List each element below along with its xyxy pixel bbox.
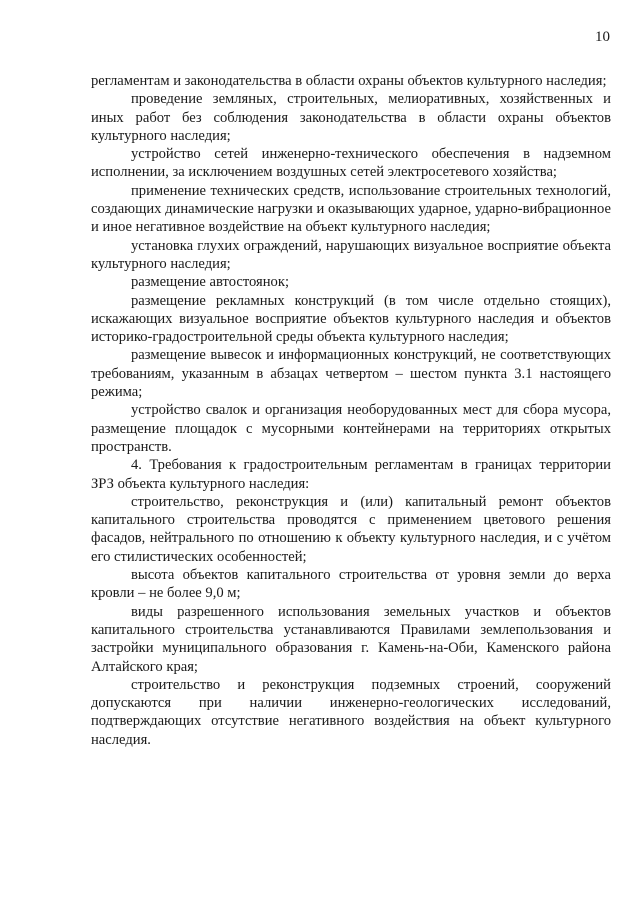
paragraph: применение технических средств, использование строительных технологий, создающих динамические нагрузки и оказывающих ударное, ударно-вибрационное и иное негативное воздействие на объект культурного наследия; (91, 182, 611, 236)
paragraph: устройство свалок и организация необорудованных мест для сбора мусора, размещение площадок с мусорными контейнерами на территориях открытых пространств. (91, 402, 611, 455)
section-heading: 4. Требования к градостроительным регламентам в границах территории ЗРЗ объекта культурного наследия: (91, 457, 611, 492)
paragraph: высота объектов капитального строительства от уровня земли до верха кровли – не более 9,0 м; (91, 567, 611, 602)
paragraph: регламентам и законодательства в области охраны объектов культурного наследия; (91, 73, 607, 89)
paragraph: виды разрешенного использования земельных участков и объектов капитального строительства устанавливаются Правилами землепользования и застройки муниципального образования г. Камень-на-Оби, Каменского района Алтайского края; (91, 603, 611, 675)
paragraph: строительство и реконструкция подземных строений, сооружений допускаются при наличии инженерно-геологических исследований, подтверждающих отсутствие негативного воздействия на объект культурного наследия. (91, 676, 611, 748)
document-body (91, 72, 611, 749)
paragraph: размещение вывесок и информационных конструкций, не соответствующих требованиям, указанным в абзацах четвертом – шестом пункта 3.1 настоящего режима; (91, 347, 611, 401)
paragraph: размещение автостоянок; (131, 274, 290, 291)
paragraph: строительство, реконструкция и (или) капитальный ремонт объектов капитального строительства проводятся с применением цветового решения фасадов, нейтрального по отношению к объекту культурного наследия, и с учётом его стилистических особенностей; (91, 493, 611, 565)
paragraph: проведение земляных, строительных, мелиоративных, хозяйственных и иных работ без соблюдения законодательства в области охраны объектов культурного наследия; (91, 91, 611, 144)
paragraph: установка глухих ограждений, нарушающих визуальное восприятие объекта культурного наследия; (91, 237, 611, 272)
paragraph: размещение рекламных конструкций (в том числе отдельно стоящих), искажающих визуальное восприятие объектов культурного наследия и объектов историко-градостроительной среды объекта культурного наследия; (91, 292, 611, 346)
page-number: 10 (595, 29, 610, 45)
paragraph: устройство сетей инженерно-технического обеспечения в надземном исполнении, за исключением воздушных сетей электросетевого хозяйства; (91, 146, 611, 181)
